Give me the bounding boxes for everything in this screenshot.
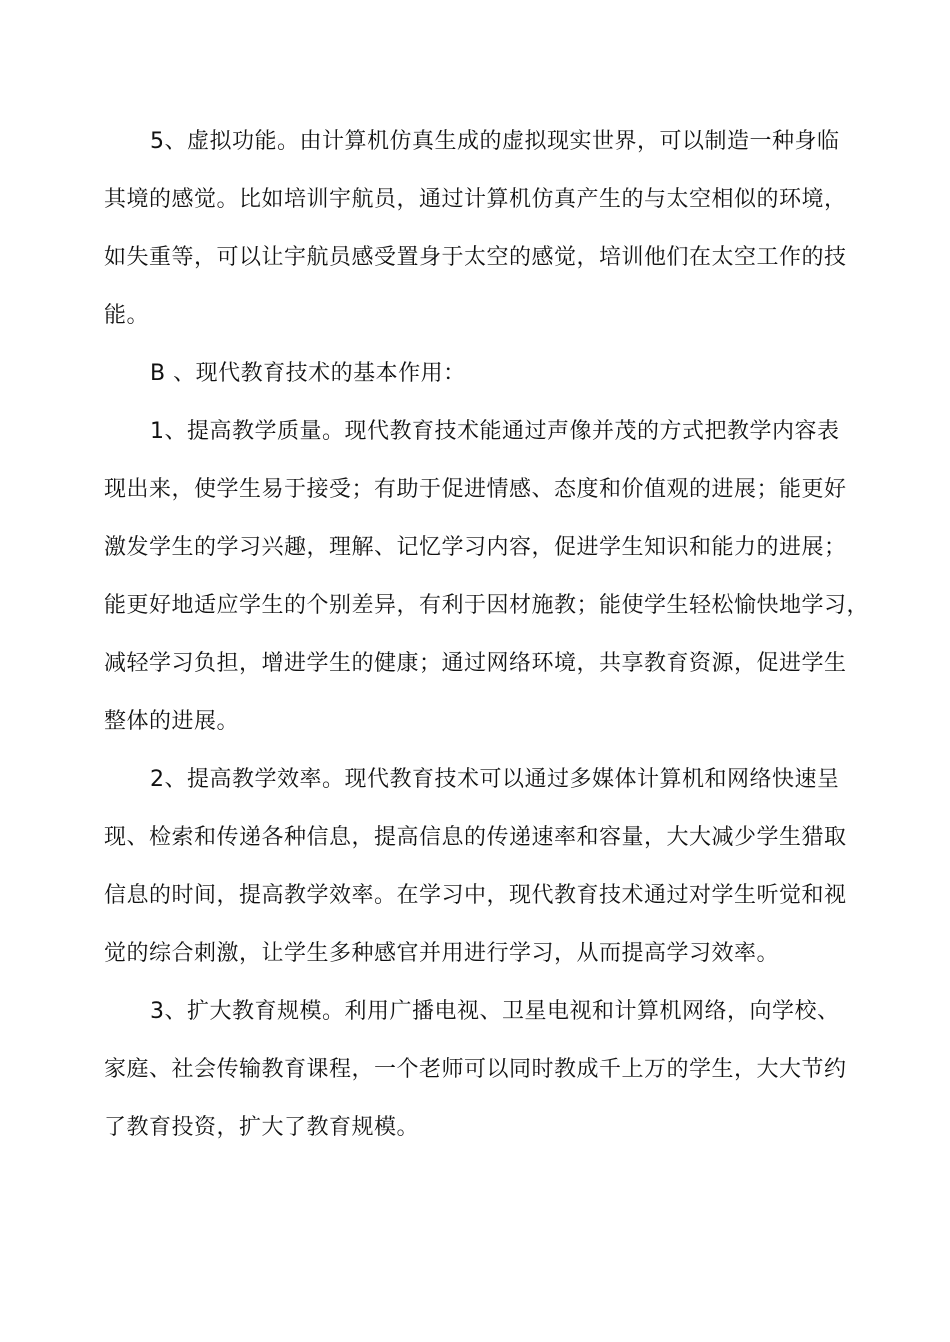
text-line: 了教育投资，扩大了教育规模。 [104,1115,420,1140]
text-line: 能更好地适应学生的个别差异，有利于因材施教；能使学生轻松愉快地学习， [104,593,870,618]
document-body [104,113,870,1157]
text-line: 1、提高教学质量。现代教育技术能通过声像并茂的方式把教学内容表 [150,419,840,444]
text-line: 整体的进展。 [104,709,240,734]
text-line: 现、检索和传递各种信息，提高信息的传递速率和容量，大大减少学生猎取 [104,825,847,850]
text-line: 信息的时间，提高教学效率。在学习中，现代教育技术通过对学生听觉和视 [104,883,847,908]
paragraph-improve-efficiency [104,751,847,983]
section-heading-b [104,345,842,403]
text-line: 2、提高教学效率。现代教育技术可以通过多媒体计算机和网络快速呈 [150,767,840,792]
text-line: 如失重等，可以让宇航员感受置身于太空的感觉，培训他们在太空工作的技 [104,245,847,270]
text-line: 觉的综合刺激，让学生多种感官并用进行学习，从而提高学习效率。 [104,941,780,966]
text-line: 减轻学习负担，增进学生的健康；通过网络环境，共享教育资源，促进学生 [104,651,847,676]
paragraph-virtual-function [104,113,847,345]
heading-text: B 、现代教育技术的基本作用： [150,361,466,386]
paragraph-improve-quality [104,403,870,751]
text-line: 现出来，使学生易于接受；有助于促进情感、态度和价值观的进展；能更好 [104,477,847,502]
text-line: 3、扩大教育规模。利用广播电视、卫星电视和计算机网络，向学校、 [150,999,840,1024]
text-line: 家庭、社会传输教育课程，一个老师可以同时教成千上万的学生，大大节约 [104,1057,847,1082]
text-line: 其境的感觉。比如培训宇航员，通过计算机仿真产生的与太空相似的环境， [104,187,847,212]
paragraph-expand-scale [104,983,847,1157]
text-line: 激发学生的学习兴趣，理解、记忆学习内容，促进学生知识和能力的进展； [104,535,847,560]
text-line: 能。 [104,303,150,328]
text-line: 5、虚拟功能。由计算机仿真生成的虚拟现实世界，可以制造一种身临 [150,129,840,154]
